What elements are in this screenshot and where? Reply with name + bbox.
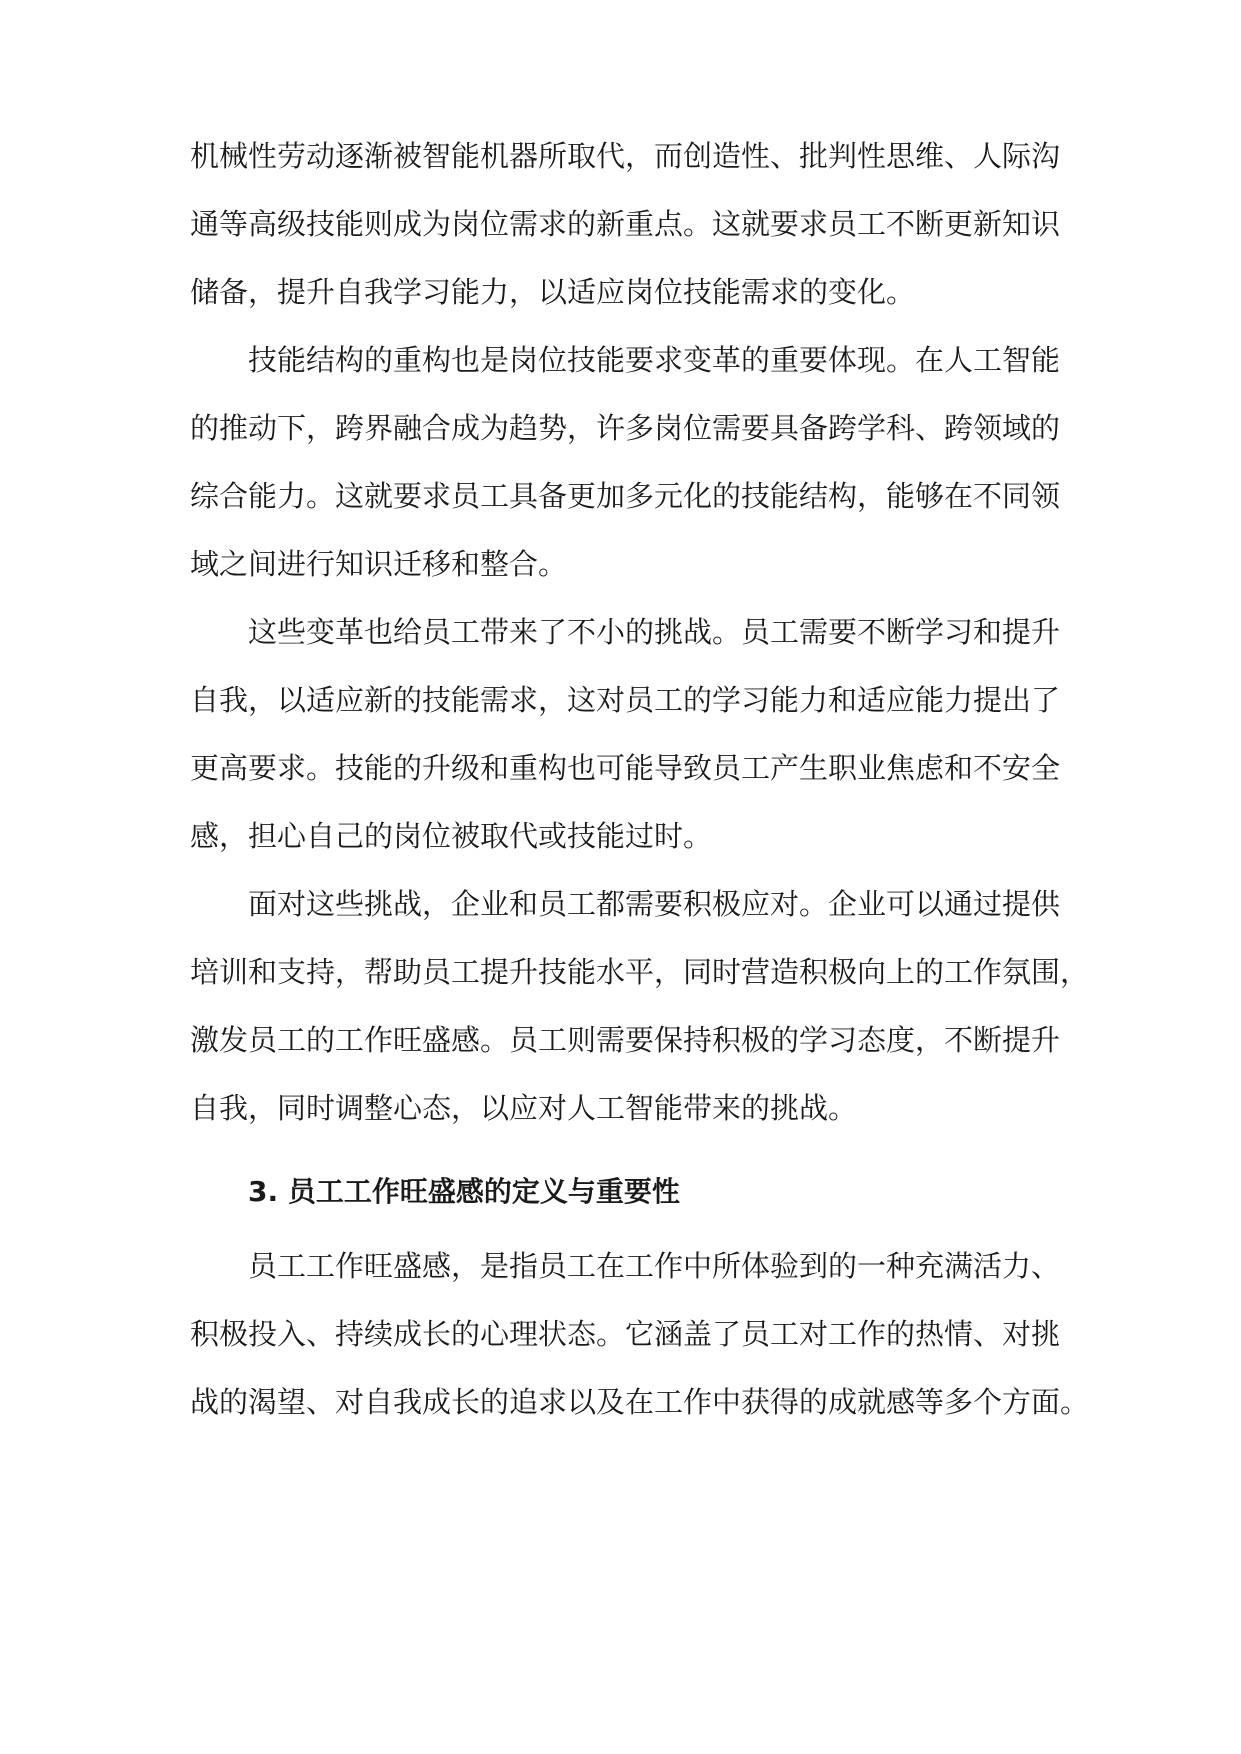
paragraph-3-line-1: 这些变革也给员工带来了不小的挑战。员工需要不断学习和提升 bbox=[248, 615, 1061, 649]
paragraph-2-line-3: 综合能力。这就要求员工具备更加多元化的技能结构，能够在不同领 bbox=[190, 479, 1061, 513]
paragraph-1-line-3: 储备，提升自我学习能力，以适应岗位技能需求的变化。 bbox=[190, 275, 916, 309]
paragraph-4-line-4: 自我，同时调整心态，以应对人工智能带来的挑战。 bbox=[190, 1091, 858, 1125]
paragraph-2-line-4: 域之间进行知识迁移和整合。 bbox=[190, 547, 568, 581]
paragraph-1-line-2: 通等高级技能则成为岗位需求的新重点。这就要求员工不断更新知识 bbox=[190, 207, 1061, 241]
paragraph-4-line-2: 培训和支持，帮助员工提升技能水平，同时营造积极向上的工作氛围， bbox=[190, 955, 1090, 989]
paragraph-2-line-1: 技能结构的重构也是岗位技能要求变革的重要体现。在人工智能 bbox=[248, 343, 1061, 377]
paragraph-4-line-1: 面对这些挑战，企业和员工都需要积极应对。企业可以通过提供 bbox=[248, 887, 1061, 921]
paragraph-2-line-2: 的推动下，跨界融合成为趋势，许多岗位需要具备跨学科、跨领域的 bbox=[190, 411, 1061, 445]
paragraph-4-line-3: 激发员工的工作旺盛感。员工则需要保持积极的学习态度，不断提升 bbox=[190, 1023, 1061, 1057]
paragraph-1-line-1: 机械性劳动逐渐被智能机器所取代，而创造性、批判性思维、人际沟 bbox=[190, 139, 1061, 173]
paragraph-3-line-4: 感，担心自己的岗位被取代或技能过时。 bbox=[190, 819, 713, 853]
section-paragraph-line-1: 员工工作旺盛感，是指员工在工作中所体验到的一种充满活力、 bbox=[248, 1249, 1061, 1283]
section-paragraph-line-2: 积极投入、持续成长的心理状态。它涵盖了员工对工作的热情、对挑 bbox=[190, 1317, 1061, 1351]
section-heading: 3. 员工工作旺盛感的定义与重要性 bbox=[248, 1175, 680, 1208]
section-paragraph-line-3: 战的渴望、对自我成长的追求以及在工作中获得的成就感等多个方面。 bbox=[190, 1385, 1090, 1419]
paragraph-3-line-2: 自我，以适应新的技能需求，这对员工的学习能力和适应能力提出了 bbox=[190, 683, 1061, 717]
paragraph-3-line-3: 更高要求。技能的升级和重构也可能导致员工产生职业焦虑和不安全 bbox=[190, 751, 1061, 785]
